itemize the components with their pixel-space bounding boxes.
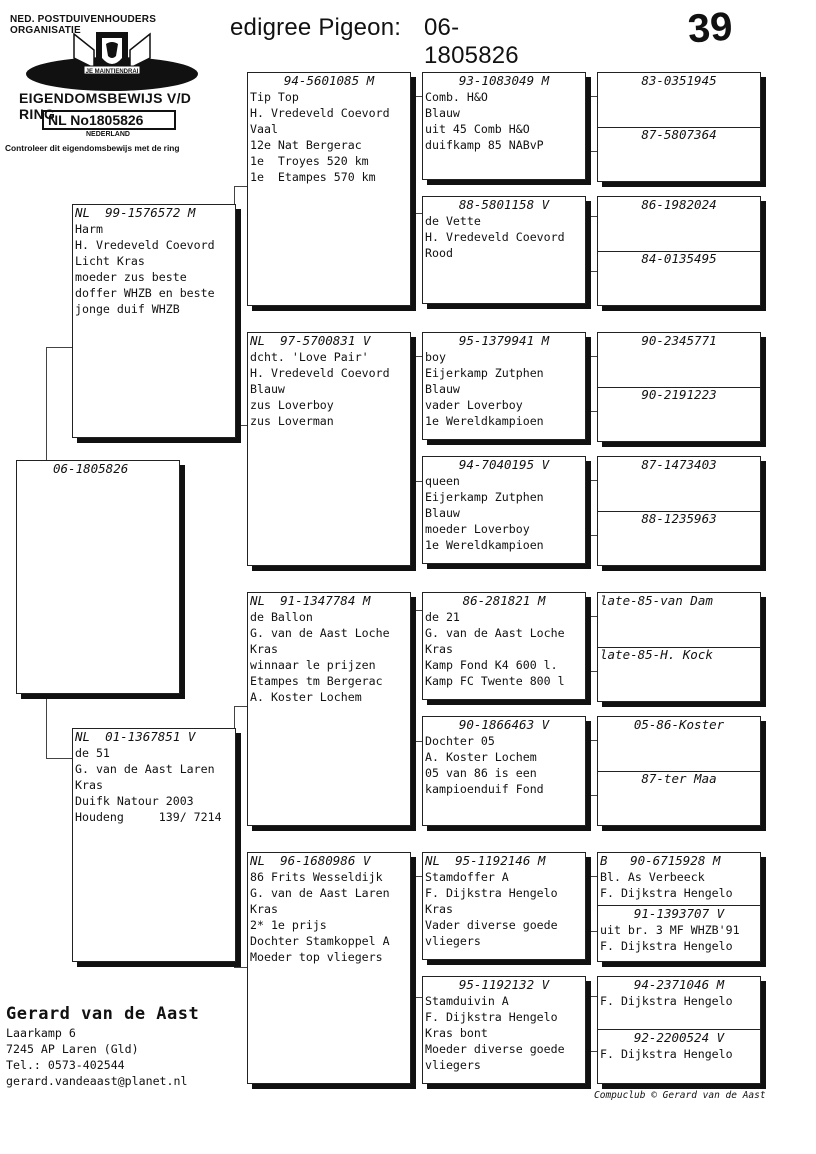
card-line: kampioenduif Fond [425, 782, 544, 796]
card-header: 95-1192132 V [458, 977, 550, 992]
card-line: boy [425, 350, 446, 364]
great-grandparent-card [422, 852, 586, 960]
card-line: F. Dijkstra Hengelo [425, 886, 558, 900]
card-line: zus Loverman [250, 414, 334, 428]
card-line: uit br. 3 MF WHZB'91 [600, 923, 740, 937]
card-line: G. van de Aast Laren [250, 886, 390, 900]
card-line: vliegers [425, 1058, 481, 1072]
great-grandparent-card [422, 592, 586, 700]
card-line: Kras [250, 642, 278, 656]
connector-g4-4 [586, 480, 597, 536]
card-line: Duifk Natour 2003 [75, 794, 194, 808]
card-line: 1e Wereldkampioen [425, 414, 544, 428]
card-line: Comb. H&O [425, 90, 488, 104]
ancestor-pair-card [597, 332, 761, 442]
owner-address-line: Laarkamp 6 [6, 1026, 76, 1040]
handwritten-page-number: 39 [686, 4, 734, 52]
card-header: B 90-6715928 M [600, 853, 721, 868]
card-header: late-85-H. Kock [600, 647, 713, 662]
owner-block [6, 1003, 199, 1089]
card-line: duifkamp 85 NABvP [425, 138, 544, 152]
ancestor-pair-card [597, 716, 761, 826]
card-header: 06-1805826 [53, 461, 129, 476]
ancestor-pair-card [597, 976, 761, 1084]
card-line: Kras bont [425, 1026, 488, 1040]
card-line: jonge duif WHZB [75, 302, 180, 316]
card-line: dcht. 'Love Pair' [250, 350, 369, 364]
organisation-name: NED. POSTDUIVENHOUDERS ORGANISATIE [10, 14, 157, 36]
ring-number: NL No1805826 [42, 110, 176, 130]
card-header: 94-7040195 V [458, 457, 550, 472]
owner-name: Gerard van de Aast [6, 1004, 200, 1024]
control-note: Controleer dit eigendomsbewijs met de ring [5, 143, 180, 153]
card-line: doffer WHZB en beste [75, 286, 215, 300]
card-line: moeder Loverboy [425, 522, 530, 536]
grandparent-card [247, 852, 411, 1084]
card-line: Tip Top [250, 90, 299, 104]
card-line: H. Vredeveld Coevord [425, 230, 565, 244]
card-line: G. van de Aast Loche [425, 626, 565, 640]
card-line: queen [425, 474, 460, 488]
card-header: 88-5801158 V [458, 197, 550, 212]
card-header: 90-2191223 [641, 387, 717, 402]
page-title [230, 14, 519, 69]
card-line: de Vette [425, 214, 481, 228]
card-line: moeder zus beste [75, 270, 187, 284]
card-line: Bl. As Verbeeck [600, 870, 705, 884]
card-header: NL 96-1680986 V [250, 853, 371, 868]
card-line: H. Vredeveld Coevord [75, 238, 215, 252]
ancestor-pair-card [597, 196, 761, 306]
connector-g4-6 [586, 740, 597, 796]
subject-pigeon-card [16, 460, 180, 694]
card-line: F. Dijkstra Hengelo [600, 939, 733, 953]
card-line: Blauw [250, 382, 285, 396]
connector-g4-5 [586, 616, 597, 672]
card-line: Blauw [425, 506, 460, 520]
connector-g4-1 [586, 96, 597, 152]
great-grandparent-card [422, 332, 586, 440]
card-line: Kras [75, 778, 103, 792]
ancestor-pair-card [597, 852, 761, 962]
card-line: G. van de Aast Laren [75, 762, 215, 776]
card-header: 94-2371046 M [633, 977, 725, 992]
pigeon-number: 06-1805826 [424, 14, 519, 69]
grandparent-card [247, 72, 411, 306]
card-line: de 51 [75, 746, 110, 760]
card-line: F. Dijkstra Hengelo [600, 886, 733, 900]
card-line: uit 45 Comb H&O [425, 122, 530, 136]
grandparent-card [247, 332, 411, 566]
card-header: late-85-van Dam [600, 593, 713, 608]
card-line: de 21 [425, 610, 460, 624]
card-header: 90-2345771 [641, 333, 717, 348]
connector-g4-7 [586, 876, 597, 932]
owner-email: gerard.vandeaast@planet.nl [6, 1074, 188, 1088]
card-line: F. Dijkstra Hengelo [425, 1010, 558, 1024]
card-header: 94-5601085 M [283, 73, 375, 88]
card-line: F. Dijkstra Hengelo [600, 994, 733, 1008]
sire-card [72, 204, 236, 438]
card-line: Vader diverse goede [425, 918, 558, 932]
card-line: Eijerkamp Zutphen [425, 366, 544, 380]
card-header: NL 91-1347784 M [250, 593, 371, 608]
card-header: 91-1393707 V [633, 906, 725, 921]
ancestor-pair-card [597, 456, 761, 566]
card-header: 90-1866463 V [458, 717, 550, 732]
card-line: 1e Troyes 520 km [250, 154, 369, 168]
card-line: Kamp FC Twente 800 l [425, 674, 565, 688]
title-text: edigree Pigeon: [230, 14, 402, 41]
card-line: Blauw [425, 382, 460, 396]
card-header: 05-86-Koster [633, 717, 725, 732]
owner-phone: Tel.: 0573-402544 [6, 1058, 125, 1072]
card-line: A. Koster Lochem [250, 690, 362, 704]
card-line: Moeder top vliegers [250, 950, 383, 964]
card-line: winnaar le prijzen [250, 658, 376, 672]
country-label: NEDERLAND [86, 131, 130, 138]
card-header: 86-1982024 [641, 197, 717, 212]
card-line: 05 van 86 is een [425, 766, 537, 780]
copyright-note: Compuclub © Gerard van de Aast [594, 1090, 766, 1101]
card-line: A. Koster Lochem [425, 750, 537, 764]
great-grandparent-card [422, 716, 586, 826]
dam-card [72, 728, 236, 962]
card-line: 1e Etampes 570 km [250, 170, 376, 184]
card-line: 86 Frits Wesseldijk [250, 870, 383, 884]
card-line: G. van de Aast Loche [250, 626, 390, 640]
great-grandparent-card [422, 196, 586, 304]
card-header: NL 97-5700831 V [250, 333, 371, 348]
card-line: Dochter Stamkoppel A [250, 934, 390, 948]
ownership-text: EIGENDOMSBEWIJS V/D RING [19, 90, 192, 122]
card-line: Kras [425, 902, 453, 916]
grandparent-card [247, 592, 411, 826]
ancestor-pair-card [597, 72, 761, 182]
card-header: 87-5807364 [641, 127, 717, 142]
card-line: Licht Kras [75, 254, 145, 268]
card-line: Etampes tm Bergerac [250, 674, 383, 688]
card-line: Kras [425, 642, 453, 656]
card-header: 86-281821 M [462, 593, 546, 608]
card-header: 83-0351945 [641, 73, 717, 88]
card-line: Stamduivin A [425, 994, 509, 1008]
card-header: 84-0135495 [641, 251, 717, 266]
card-line: 12e Nat Bergerac [250, 138, 362, 152]
card-line: Moeder diverse goede [425, 1042, 565, 1056]
great-grandparent-card [422, 456, 586, 564]
card-header: NL 01-1367851 V [75, 729, 196, 744]
card-line: Kras [250, 902, 278, 916]
great-grandparent-card [422, 976, 586, 1084]
connector-g4-8 [586, 996, 597, 1052]
svg-text:JE MAINTIENDRAI: JE MAINTIENDRAI [85, 69, 139, 75]
ownership-stamp [4, 14, 214, 156]
card-line: Harm [75, 222, 103, 236]
card-line: Houdeng 139/ 7214 [75, 810, 222, 824]
card-line: H. Vredeveld Coevord [250, 106, 390, 120]
connector-g4-2 [586, 216, 597, 272]
card-line: F. Dijkstra Hengelo [600, 1047, 733, 1061]
ancestor-pair-card [597, 592, 761, 702]
connector-g4-3 [586, 356, 597, 412]
card-header: 87-ter Maa [641, 771, 717, 786]
card-line: 2* 1e prijs [250, 918, 327, 932]
card-line: vliegers [425, 934, 481, 948]
owner-address-line: 7245 AP Laren (Gld) [6, 1042, 139, 1056]
card-line: Kamp Fond K4 600 l. [425, 658, 558, 672]
card-line: Dochter 05 [425, 734, 495, 748]
card-line: vader Loverboy [425, 398, 523, 412]
card-line: H. Vredeveld Coevord [250, 366, 390, 380]
card-header: 95-1379941 M [458, 333, 550, 348]
card-line: Vaal [250, 122, 278, 136]
card-line: Blauw [425, 106, 460, 120]
card-header: NL 95-1192146 M [425, 853, 546, 868]
card-line: Stamdoffer A [425, 870, 509, 884]
card-line: zus Loverboy [250, 398, 334, 412]
card-line: 1e Wereldkampioen [425, 538, 544, 552]
card-line: Eijerkamp Zutphen [425, 490, 544, 504]
card-header: NL 99-1576572 M [75, 205, 196, 220]
card-header: 88-1235963 [641, 511, 717, 526]
card-header: 87-1473403 [641, 457, 717, 472]
card-line: de Ballon [250, 610, 313, 624]
great-grandparent-card [422, 72, 586, 180]
card-line: Rood [425, 246, 453, 260]
card-header: 92-2200524 V [633, 1030, 725, 1045]
card-header: 93-1083049 M [458, 73, 550, 88]
lion-crest-icon [22, 28, 202, 92]
